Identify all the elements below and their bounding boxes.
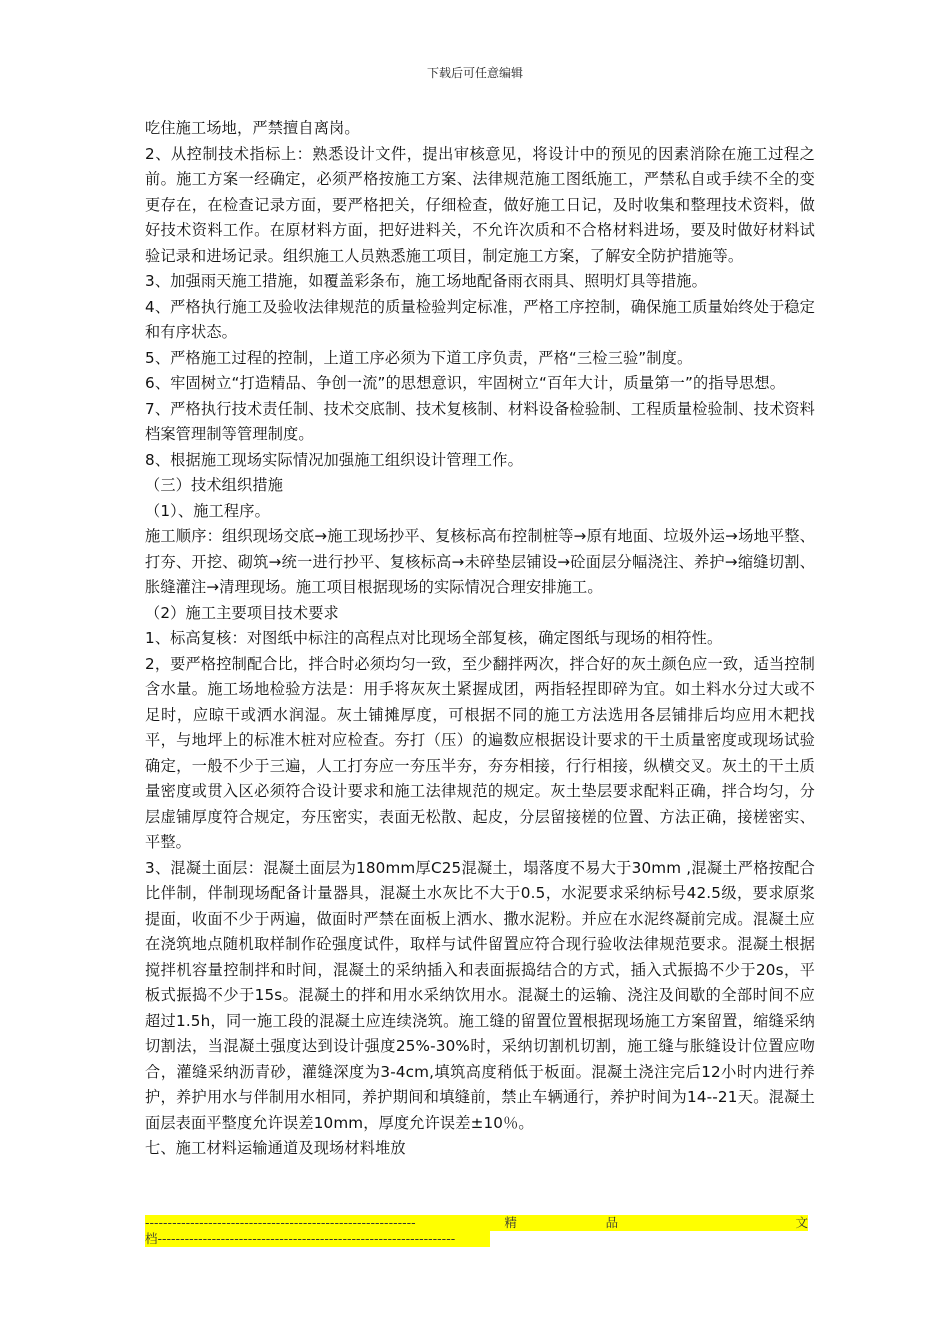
footer-word-3: 文: [795, 1215, 808, 1230]
paragraph-13: 2，要严格控制配合比，拌合时必须均匀一致，至少翻拌两次，拌合好的灰土颜色应一致，适当控制含水量。施工场地检验方法是：用手将灰灰土紧握成团，两指轻捏即碎为宜。如土料水分过大或不足时，应晾干或洒水润湿。灰土铺摊厚度，可根据不同的施工方法选用各层铺排后均应用木耙找平，与地坪上的标准木桩对应检查。夯打（压）的遍数应根据设计要求的干土质量密度或现场试验确定，一般不少于三遍，人工打夯应一夯压半夯，夯夯相接，行行相接，纵横交叉。灰土的干土质量密度或贯入区必须符合设计要求和施工法律规范的规定。灰土垫层要求配料正确，拌合均匀，分层虚铺厚度符合规定，夯压密实，表面无松散、起皮，分层留接槎的位置、方法正确，接槎密实、平整。: [145, 654, 815, 851]
paragraph-4: 5、严格施工过程的控制，上道工序必须为下道工序负责，严格“三检三验”制度。: [145, 348, 693, 367]
paragraph-12: 1、标高复核：对图纸中标注的高程点对比现场全部复核，确定图纸与现场的相符性。: [145, 629, 723, 647]
paragraph-2: 3、加强雨天施工措施，如覆盖彩条布，施工场地配备雨衣雨具、照明灯具等措施。: [145, 272, 707, 290]
paragraph-3: 4、严格执行施工及验收法律规范的质量检验判定标准，严格工序控制，确保施工质量始终处于稳定和有序状态。: [145, 297, 815, 341]
subsection-heading-1: （1）、施工程序。: [145, 501, 270, 520]
paragraph-0: 吃住施工场地，严禁擅自离岗。: [145, 119, 360, 137]
paragraph-6: 7、严格执行技术责任制、技术交底制、技术复核制、材料设备检验制、工程质量检验制、技术资料档案管理制等管理制度。: [145, 399, 815, 443]
section-heading-7: 七、施工材料运输通道及现场材料堆放: [145, 1139, 406, 1157]
footer-line-bottom: [145, 1231, 490, 1247]
footer-dashes-left: ------------------------------------------------------------: [145, 1215, 416, 1230]
paragraph-7: 8、根据施工现场实际情况加强施工组织设计管理工作。: [145, 450, 523, 469]
document-body: [145, 116, 815, 1162]
paragraph-1: 2、从控制技术指标上：熟悉设计文件，提出审核意见，将设计中的预见的因素消除在施工过程之前。施工方案一经确定，必须严格按施工方案、法律规范施工图纸施工，严禁私自或手续不全的变更存在，在检查记录方面，要严格把关，仔细检查，做好施工日记，及时收集和整理技术资料，做好技术资料工作。在原材料方面，把好进料关，不允许次质和不合格材料进场，要及时做好材料试验记录和进场记录。组织施工人员熟悉施工项目，制定施工方案，了解安全防护措施等。: [145, 144, 815, 265]
footer-watermark: [145, 1215, 808, 1251]
footer-word-2: 品: [605, 1215, 619, 1230]
paragraph-14: 3、混凝土面层：混凝土面层为180mm厚C25混凝土，塌落度不易大于30mm ,混凝土严格按配合比伴制，伴制现场配备计量器具，混凝土水灰比不大于0.5，水泥要求采纳标号42.5级，要求原浆提面，收面不少于两遍，做面时严禁在面板上洒水、撒水泥粉。并应在水泥终凝前完成。混凝土应在浇筑地点随机取样制作砼强度试件，取样与试件留置应符合现行验收法律规范要求。混凝土根据搅拌机容量控制拌和时间，混凝土的采纳插入和表面振捣结合的方式，插入式振捣不少于20s，平板式振捣不少于15s。混凝土的拌和用水采纳饮用水。混凝土的运输、浇注及间歇的全部时间不应超过1.5h，同一施工段的混凝土应连续浇筑。施工缝的留置位置根据现场施工方案留置，缩缝采纳切割法，当混凝土强度达到设计强度25%-30%时，采纳切割机切割，施工缝与胀缝设计位置应吻合，灌缝采纳沥青砂，灌缝深度为3-4cm,填筑高度稍低于板面。混凝土浇注完后12小时内进行养护，养护用水与伴制用水相同，养护期间和填缝前，禁止车辆通行，养护时间为14--21天。混凝土面层表面平整度允许误差10mm，厚度允许误差±10％。: [145, 858, 815, 1132]
paragraph-10: 施工顺序：组织现场交底→施工现场抄平、复核标高布控制桩等→原有地面、垃圾外运→场地平整、打夯、开挖、砌筑→统一进行抄平、复核标高→未碎垫层铺设→砼面层分幅浇注、养护→缩缝切割、胀缝灌注→清理现场。施工项目根据现场的实际情况合理安排施工。: [145, 527, 815, 596]
footer-word-1: 精: [504, 1215, 517, 1230]
section-heading-3: （三）技术组织措施: [145, 476, 284, 494]
footer-dashes-bottom: ------------------------------------------------------------------: [157, 1231, 456, 1246]
paragraph-5: 6、牢固树立“打造精品、争创一流”的思想意识，牢固树立“百年大计，质量第一”的指导思想。: [145, 374, 786, 392]
footer-line-top: [145, 1215, 808, 1231]
subsection-heading-2: （2）施工主要项目技术要求: [145, 603, 339, 622]
footer-word-4: 档: [145, 1231, 158, 1246]
page-header: 下载后可任意编辑: [426, 66, 523, 80]
